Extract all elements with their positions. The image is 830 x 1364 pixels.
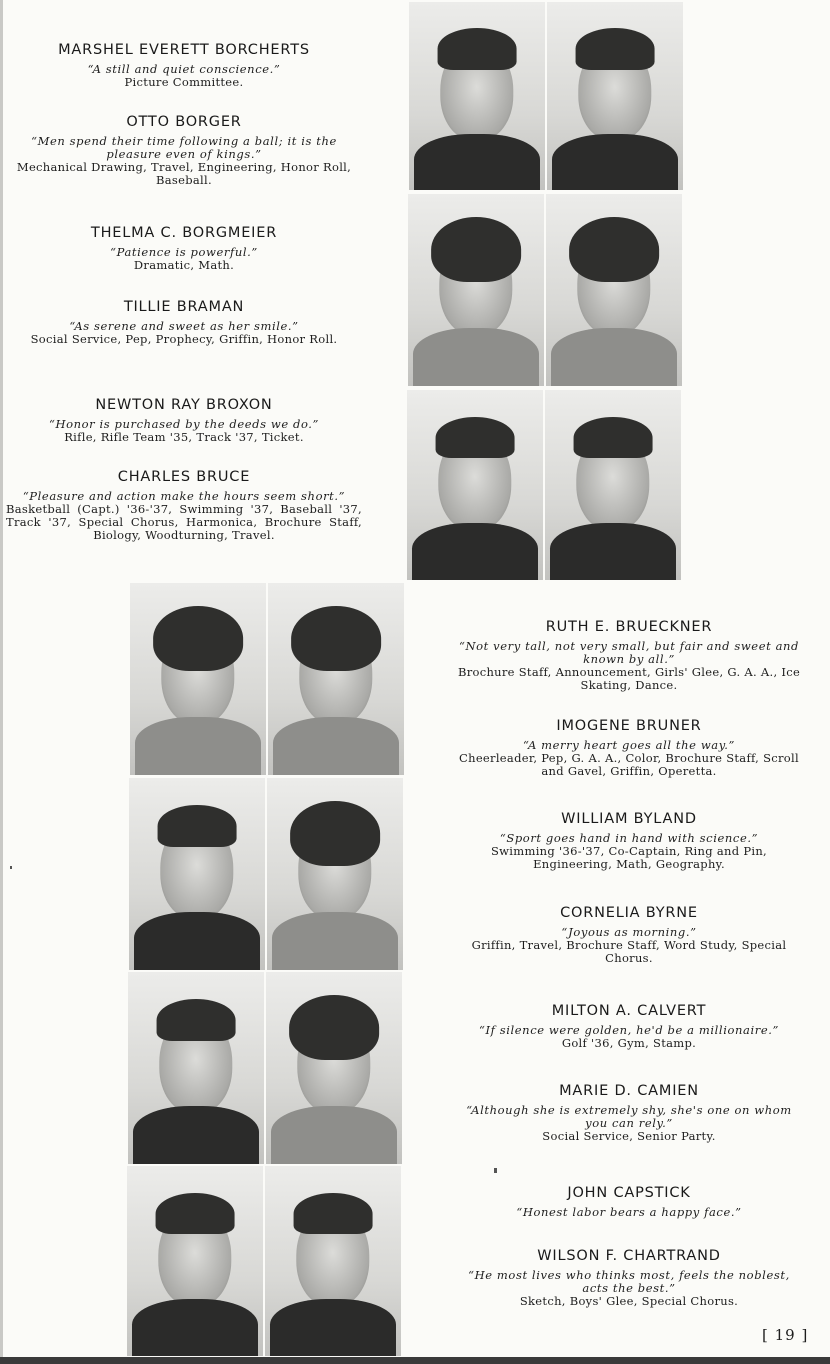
student-quote: “Pleasure and action make the hours seem short.” xyxy=(22,489,346,503)
student-quote: “If silence were golden, he'd be a millionaire.” xyxy=(478,1023,779,1037)
student-quote: “He most lives who thinks most, feels the noblest, acts the best.” xyxy=(468,1268,790,1295)
student-portrait-photo xyxy=(409,2,545,190)
student-portrait-photo xyxy=(128,972,264,1164)
student-activities: Griffin, Travel, Brochure Staff, Word Study, Special Chorus. xyxy=(471,938,787,965)
student-name: TILLIE BRAMAN xyxy=(123,299,245,315)
student-name: MARIE D. CAMIEN xyxy=(559,1083,699,1099)
student-name: NEWTON RAY BROXON xyxy=(95,397,273,413)
student-activities: Social Service, Pep, Prophecy, Griffin, Honor Roll. xyxy=(30,332,338,346)
student-quote: “A still and quiet conscience.” xyxy=(87,62,281,76)
senior-entry xyxy=(8,42,360,89)
student-name: RUTH E. BRUECKNER xyxy=(545,619,713,635)
print-speck xyxy=(494,1168,497,1173)
senior-entry xyxy=(8,114,360,187)
print-speck xyxy=(10,866,12,869)
student-quote: “Sport goes hand in hand with science.” xyxy=(499,831,759,845)
student-activities: Basketball (Capt.) '36-'37, Swimming '37, Baseball '37, Track '37, Special Chorus, Harmonica, Brochure Staff, Biology, Woodturning, Travel. xyxy=(6,502,362,542)
senior-entry xyxy=(8,225,360,272)
student-portrait-photo xyxy=(268,583,404,775)
student-portrait-photo xyxy=(266,972,402,1164)
student-portrait-photo xyxy=(545,390,681,580)
student-quote: “Honor is purchased by the deeds we do.” xyxy=(48,417,320,431)
senior-entry xyxy=(8,397,360,444)
student-name: JOHN CAPSTICK xyxy=(567,1185,691,1201)
senior-entry xyxy=(6,469,362,542)
student-quote: “A merry heart goes all the way.” xyxy=(522,738,736,752)
student-name: MILTON A. CALVERT xyxy=(551,1003,707,1019)
student-portrait-photo xyxy=(127,1166,263,1356)
senior-entry xyxy=(450,1248,808,1308)
student-name: CORNELIA BYRNE xyxy=(560,905,698,921)
student-quote: “Men spend their time following a ball; it is the pleasure even of kings.” xyxy=(31,134,337,161)
student-activities: Golf '36, Gym, Stamp. xyxy=(561,1036,697,1050)
senior-entry xyxy=(8,299,360,346)
student-name: MARSHEL EVERETT BORCHERTS xyxy=(58,42,310,58)
student-quote: “Honest labor bears a happy face.” xyxy=(516,1205,742,1219)
student-portrait-photo xyxy=(407,390,543,580)
senior-entry xyxy=(450,718,808,778)
student-name: THELMA C. BORGMEIER xyxy=(90,225,278,241)
senior-entry xyxy=(450,811,808,871)
senior-entry xyxy=(450,1185,808,1219)
student-activities: Dramatic, Math. xyxy=(133,258,235,272)
senior-entry xyxy=(450,619,808,692)
student-portrait-photo xyxy=(408,194,544,386)
student-portrait-photo xyxy=(267,778,403,970)
student-activities: Mechanical Drawing, Travel, Engineering, Honor Roll, Baseball. xyxy=(16,160,352,187)
student-activities: Cheerleader, Pep, G. A. A., Color, Brochure Staff, Scroll and Gavel, Griffin, Operetta. xyxy=(459,751,799,778)
page-bottom-edge xyxy=(0,1357,830,1364)
student-activities: Brochure Staff, Announcement, Girls' Glee, G. A. A., Ice Skating, Dance. xyxy=(457,665,801,692)
student-portrait-photo xyxy=(547,2,683,190)
student-portrait-photo xyxy=(546,194,682,386)
student-name: WILSON F. CHARTRAND xyxy=(537,1248,721,1264)
senior-entry xyxy=(450,905,808,965)
student-activities: Rifle, Rifle Team '35, Track '37, Ticket. xyxy=(64,430,304,444)
student-quote: “As serene and sweet as her smile.” xyxy=(69,319,299,333)
student-activities: Picture Committee. xyxy=(124,75,244,89)
student-quote: “Joyous as morning.” xyxy=(561,925,697,939)
student-quote: “Not very tall, not very small, but fair and sweet and known by all.” xyxy=(458,639,800,666)
student-activities: Sketch, Boys' Glee, Special Chorus. xyxy=(519,1294,739,1308)
student-name: CHARLES BRUCE xyxy=(117,469,251,485)
student-name: IMOGENE BRUNER xyxy=(556,718,702,734)
senior-entry xyxy=(450,1083,808,1143)
student-quote: “Although she is extremely shy, she's one on whom you can rely.” xyxy=(466,1103,792,1130)
page-edge xyxy=(0,0,3,1364)
student-portrait-photo xyxy=(265,1166,401,1356)
student-quote: “Patience is powerful.” xyxy=(110,245,258,259)
student-name: OTTO BORGER xyxy=(126,114,242,130)
student-activities: Swimming '36-'37, Co-Captain, Ring and Pin, Engineering, Math, Geography. xyxy=(490,844,767,871)
student-name: WILLIAM BYLAND xyxy=(561,811,697,827)
page-number: [ 19 ] xyxy=(762,1326,809,1344)
student-activities: Social Service, Senior Party. xyxy=(542,1129,716,1143)
senior-entry xyxy=(450,1003,808,1050)
student-portrait-photo xyxy=(129,778,265,970)
student-portrait-photo xyxy=(130,583,266,775)
